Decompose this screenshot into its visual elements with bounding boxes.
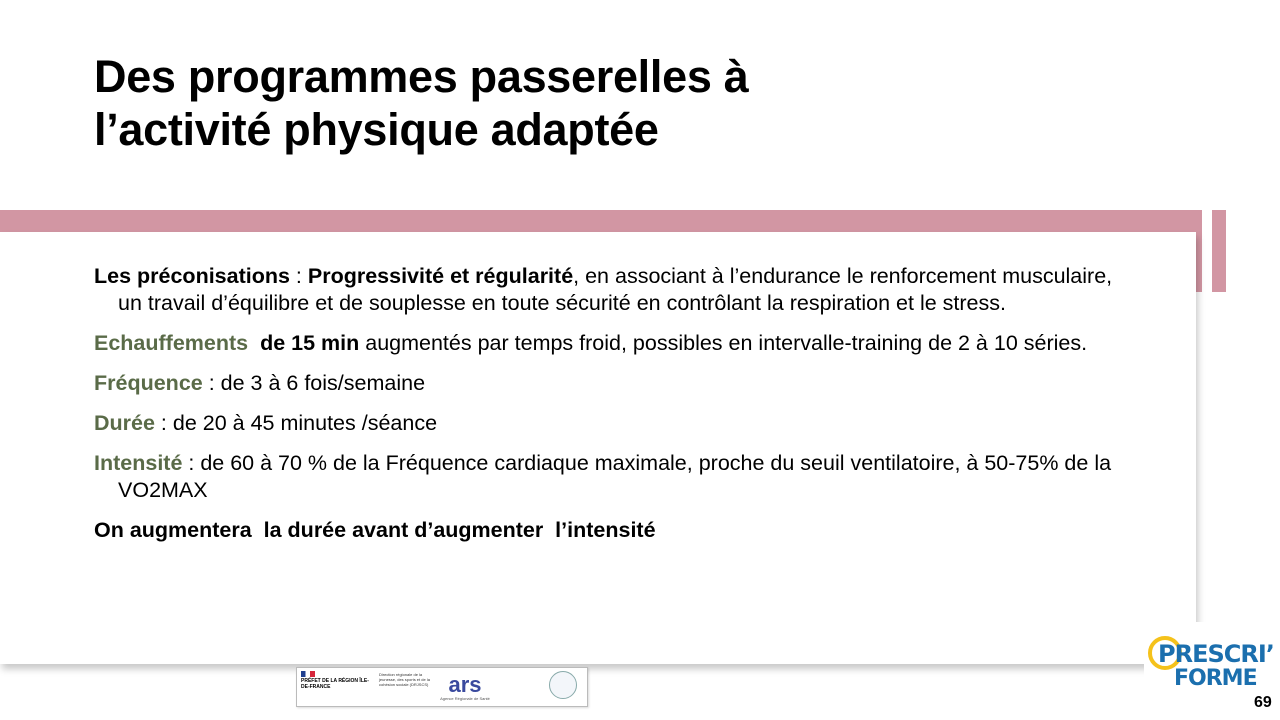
prescri-wordmark: PRESCRI’ (1158, 640, 1274, 668)
label-echauffements: Echauffements (94, 331, 249, 355)
french-flag-icon (301, 671, 315, 677)
forme-wordmark: FORME (1174, 666, 1257, 691)
label-frequence: Fréquence (94, 371, 203, 395)
ars-wordmark: ars (448, 672, 482, 697)
paragraph-echauffements (94, 330, 1134, 357)
title-line-1: Des programmes passerelles à (94, 51, 749, 102)
label-intensite: Intensité (94, 451, 183, 475)
paragraph-frequence (94, 370, 1134, 397)
prefet-logo (301, 671, 371, 702)
ars-subtitle: Agence Régionale de Santé (440, 696, 490, 701)
label-preconisations: Les préconisations (94, 264, 290, 288)
drjscs-logo: Direction régionale de la jeunesse, des sports et de la cohésion sociale (DRJSCS) (379, 672, 430, 687)
text-preconisations: , en associant à l’endurance le renforcement musculaire, un travail d’équilibre et de souplesse en toute sécurité en contrôlant la respiration et le stress. (118, 264, 1113, 315)
highlight-progressivite: Progressivité et régularité (307, 264, 574, 288)
text-duree: : de 20 à 45 minutes /séance (154, 411, 438, 435)
paragraph-duree (94, 410, 1134, 437)
paragraph-intensite (94, 450, 1134, 504)
page-number: 69 (1254, 694, 1272, 711)
label-duree: Durée (94, 411, 155, 435)
text-frequence: : de 3 à 6 fois/semaine (202, 371, 426, 395)
accent-band (0, 210, 1202, 232)
title-line-2: l’activité physique adaptée (94, 104, 659, 155)
text-echauffements: augmentés par temps froid, possibles en intervalle-training de 2 à 10 séries. (359, 331, 1088, 355)
text-conclusion: On augmentera la durée avant d’augmenter l’intensité (94, 518, 656, 542)
ars-logo (435, 674, 495, 702)
accent-bar-right (1212, 210, 1226, 292)
paragraph-conclusion (94, 517, 1134, 544)
text-intensite: : de 60 à 70 % de la Fréquence cardiaque maximale, proche du seuil ventilatoire, à 50-75% de la VO2MAX (118, 451, 1112, 502)
content-body (94, 263, 1134, 557)
slide-title (94, 50, 994, 156)
emblem-logo (549, 671, 577, 699)
prescriforme-logo (1144, 622, 1274, 694)
separator: : (289, 264, 308, 288)
highlight-duration: de 15 min (260, 331, 360, 355)
prefet-text: PRÉFET DE LA RÉGION ÎLE-DE-FRANCE (301, 678, 369, 690)
partner-logos (296, 667, 588, 707)
paragraph-preconisations (94, 263, 1134, 317)
